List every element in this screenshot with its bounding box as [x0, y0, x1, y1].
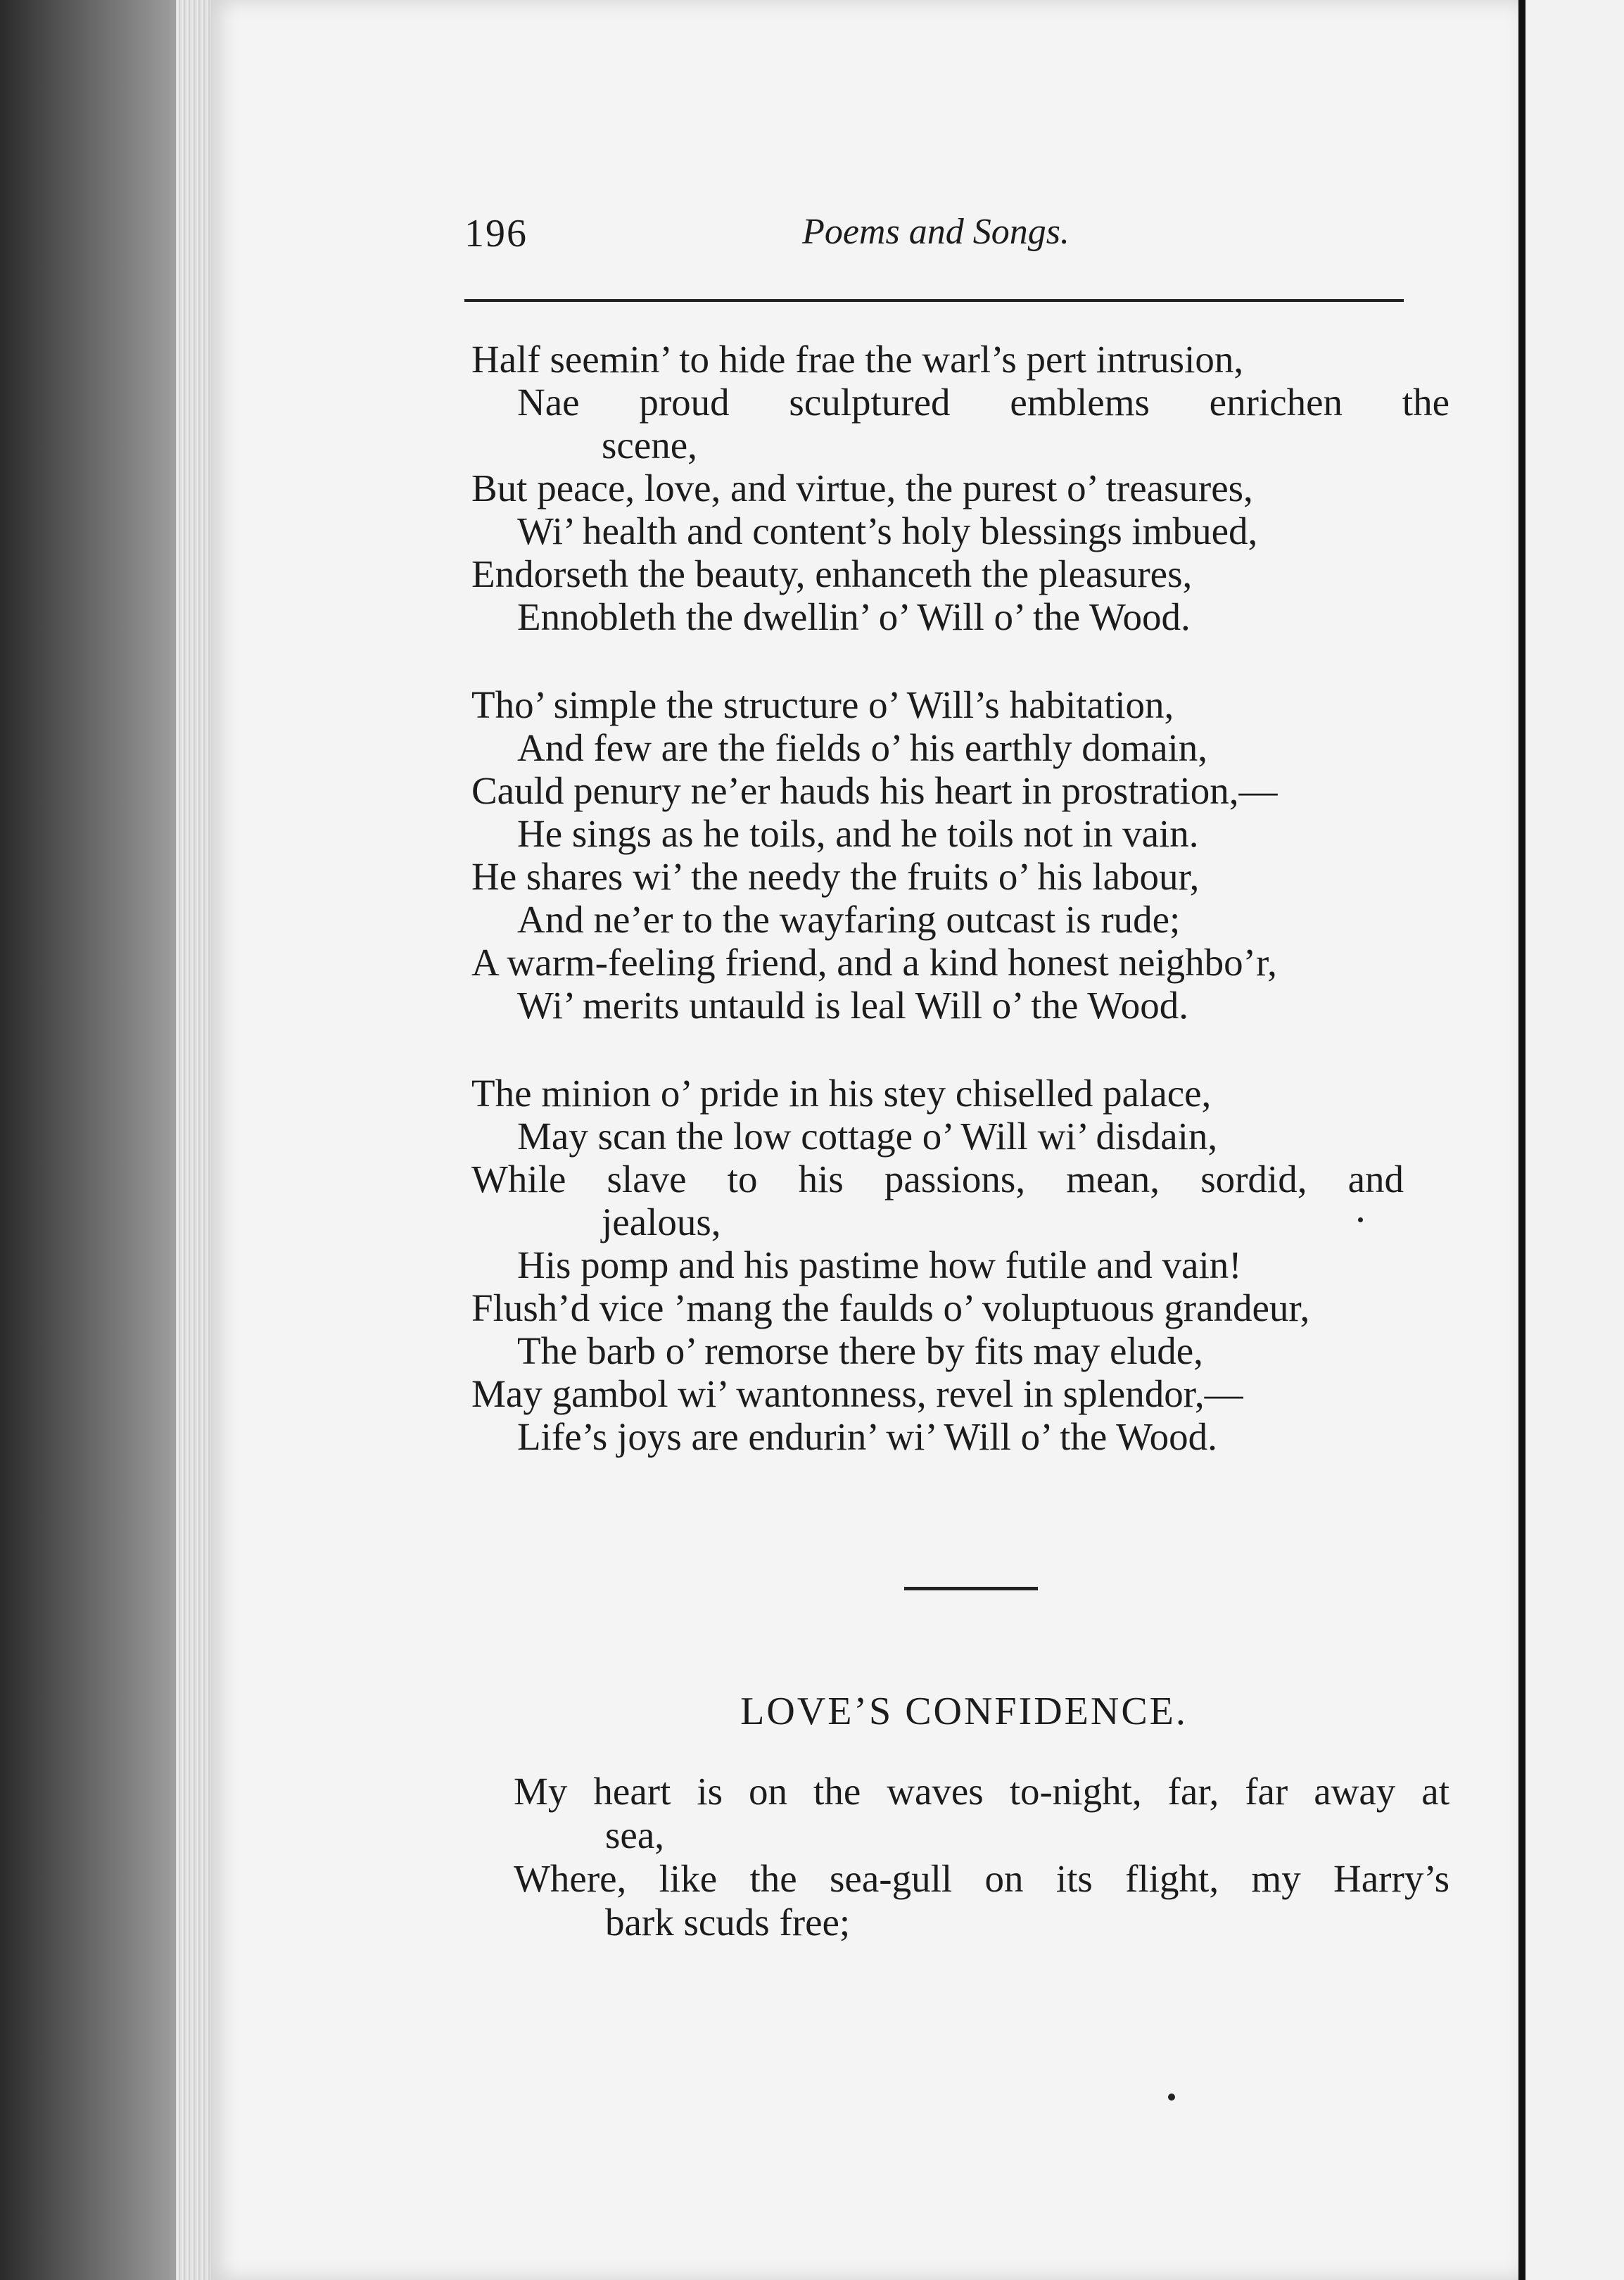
poem-body — [471, 338, 1457, 1503]
poem-line: A warm-feeling friend, and a kind honest neighbo’r, — [471, 941, 1277, 984]
stanza-1 — [471, 338, 1457, 638]
poem-line: Tho’ simple the structure o’ Will’s habitation, — [471, 683, 1174, 726]
poem-line: bark scuds free; — [605, 1901, 851, 1944]
poem-line: Cauld penury ne’er hauds his heart in prostration,— — [471, 769, 1278, 812]
poem-line: He shares wi’ the needy the fruits o’ his labour, — [471, 855, 1200, 898]
poem-line: But peace, love, and virtue, the purest o’ treasures, — [471, 467, 1253, 509]
poem-line: sea, — [605, 1813, 664, 1856]
poem-line: The minion o’ pride in his stey chiselled palace, — [471, 1072, 1212, 1115]
poem-line: While slave to his passions, mean, sordid, and — [471, 1158, 1404, 1201]
running-title: Poems and Songs. — [802, 212, 1070, 252]
poem-line: Where, like the sea-gull on its flight, my Harry’s — [514, 1857, 1449, 1900]
poem-line: May scan the low cottage o’ Will wi’ disdain, — [517, 1115, 1218, 1158]
poem-line: May gambol wi’ wantonness, revel in splendor,— — [471, 1372, 1243, 1415]
poem-title: LOVE’S CONFIDENCE. — [740, 1690, 1188, 1733]
poem-line: jealous, — [602, 1201, 721, 1243]
poem-line: And few are the fields o’ his earthly domain, — [517, 726, 1208, 769]
header-rule — [464, 299, 1404, 302]
stanza-3 — [471, 1072, 1457, 1458]
poem-line: Flush’d vice ’mang the faulds o’ voluptuous grandeur, — [471, 1286, 1310, 1329]
poem-line: The barb o’ remorse there by fits may elude, — [517, 1329, 1203, 1372]
ink-speck — [1358, 1217, 1363, 1222]
section-divider — [904, 1587, 1038, 1590]
page-header — [464, 211, 1407, 274]
poem-line: My heart is on the waves to-night, far, far away at — [514, 1770, 1449, 1813]
poem-line: And ne’er to the wayfaring outcast is rude; — [517, 898, 1181, 941]
poem-line: Life’s joys are endurin’ wi’ Will o’ the Wood. — [517, 1415, 1217, 1458]
poem-line: Wi’ merits untauld is leal Will o’ the Wood. — [517, 984, 1188, 1027]
poem-line: Endorseth the beauty, enhanceth the pleasures, — [471, 552, 1193, 595]
poem-line: Wi’ health and content’s holy blessings imbued, — [517, 509, 1258, 552]
poem-line: Ennobleth the dwellin’ o’ Will o’ the Wood. — [517, 595, 1191, 638]
facing-page-edge — [1518, 0, 1624, 2280]
poem-line: Nae proud sculptured emblems enrichen the — [517, 381, 1449, 424]
poem-line: His pomp and his pastime how futile and vain! — [517, 1243, 1242, 1286]
page-number: 196 — [464, 212, 528, 255]
poem-line: Half seemin’ to hide frae the warl’s pert intrusion, — [471, 338, 1244, 381]
stanza-2 — [471, 683, 1457, 1027]
poem-body-loves-confidence — [514, 1770, 1471, 1944]
poem-line: scene, — [602, 424, 697, 467]
ink-speck — [1168, 2094, 1175, 2101]
poem-line: He sings as he toils, and he toils not in vain. — [517, 812, 1199, 855]
